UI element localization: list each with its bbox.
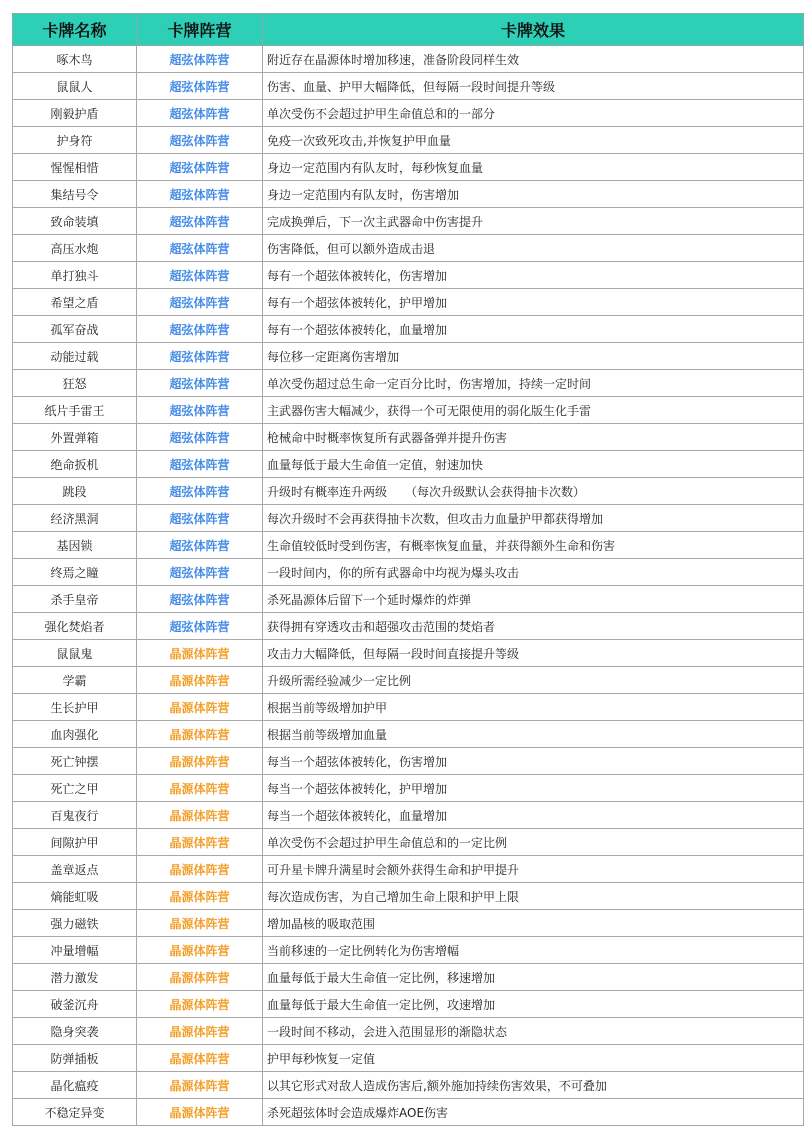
table-row <box>13 883 804 910</box>
card-name-cell: 绝命扳机 <box>13 451 137 478</box>
table-row <box>13 208 804 235</box>
card-name-cell: 终焉之瞳 <box>13 559 137 586</box>
card-effect-cell: 升级所需经验减少一定比例 <box>263 667 804 694</box>
card-effect-cell: 单次受伤不会超过护甲生命值总和的一定比例 <box>263 829 804 856</box>
table-row <box>13 46 804 73</box>
card-name-cell: 盖章返点 <box>13 856 137 883</box>
table-row <box>13 154 804 181</box>
card-effect-cell: 增加晶核的吸取范围 <box>263 910 804 937</box>
card-effect-cell: 主武器伤害大幅减少，获得一个可无限使用的弱化版生化手雷 <box>263 397 804 424</box>
table-header-row <box>13 14 804 46</box>
card-name-cell: 间隙护甲 <box>13 829 137 856</box>
card-effect-cell: 血量每低于最大生命值一定比例，移速增加 <box>263 964 804 991</box>
table-row <box>13 451 804 478</box>
card-camp-cell: 晶源体阵营 <box>137 1099 263 1126</box>
table-row <box>13 262 804 289</box>
card-camp-cell: 晶源体阵营 <box>137 775 263 802</box>
card-camp-cell: 晶源体阵营 <box>137 856 263 883</box>
card-table-container <box>12 13 804 1126</box>
card-effect-cell: 每次升级时不会再获得抽卡次数，但攻击力血量护甲都获得增加 <box>263 505 804 532</box>
card-table <box>12 13 804 1126</box>
card-camp-cell: 超弦体阵营 <box>137 343 263 370</box>
card-camp-cell: 晶源体阵营 <box>137 694 263 721</box>
card-camp-cell: 晶源体阵营 <box>137 1072 263 1099</box>
table-row <box>13 1099 804 1126</box>
card-name-cell: 惺惺相惜 <box>13 154 137 181</box>
card-name-cell: 单打独斗 <box>13 262 137 289</box>
table-row <box>13 370 804 397</box>
card-name-cell: 鼠鼠鬼 <box>13 640 137 667</box>
table-row <box>13 586 804 613</box>
card-name-cell: 外置弹箱 <box>13 424 137 451</box>
card-name-cell: 熵能虹吸 <box>13 883 137 910</box>
table-row <box>13 964 804 991</box>
card-camp-cell: 超弦体阵营 <box>137 100 263 127</box>
card-effect-cell: 枪械命中时概率恢复所有武器备弹并提升伤害 <box>263 424 804 451</box>
card-camp-cell: 超弦体阵营 <box>137 505 263 532</box>
card-name-cell: 跳段 <box>13 478 137 505</box>
table-row <box>13 343 804 370</box>
card-effect-cell: 生命值较低时受到伤害，有概率恢复血量，并获得额外生命和伤害 <box>263 532 804 559</box>
card-effect-cell: 每有一个超弦体被转化，护甲增加 <box>263 289 804 316</box>
card-camp-cell: 超弦体阵营 <box>137 559 263 586</box>
table-row <box>13 559 804 586</box>
card-name-cell: 啄木鸟 <box>13 46 137 73</box>
table-row <box>13 748 804 775</box>
table-row <box>13 289 804 316</box>
card-name-cell: 冲量增幅 <box>13 937 137 964</box>
card-name-cell: 隐身突袭 <box>13 1018 137 1045</box>
card-effect-cell: 攻击力大幅降低，但每隔一段时间直接提升等级 <box>263 640 804 667</box>
card-camp-cell: 晶源体阵营 <box>137 721 263 748</box>
table-row <box>13 775 804 802</box>
table-row <box>13 505 804 532</box>
card-name-cell: 生长护甲 <box>13 694 137 721</box>
card-name-cell: 希望之盾 <box>13 289 137 316</box>
card-camp-cell: 晶源体阵营 <box>137 748 263 775</box>
card-camp-cell: 晶源体阵营 <box>137 829 263 856</box>
table-row <box>13 1018 804 1045</box>
card-effect-cell: 完成换弹后，下一次主武器命中伤害提升 <box>263 208 804 235</box>
card-camp-cell: 超弦体阵营 <box>137 46 263 73</box>
card-camp-cell: 超弦体阵营 <box>137 289 263 316</box>
card-effect-cell: 伤害降低，但可以额外造成击退 <box>263 235 804 262</box>
table-row <box>13 316 804 343</box>
table-row <box>13 721 804 748</box>
card-effect-cell: 护甲每秒恢复一定值 <box>263 1045 804 1072</box>
card-effect-cell: 每当一个超弦体被转化，护甲增加 <box>263 775 804 802</box>
table-row <box>13 991 804 1018</box>
card-camp-cell: 超弦体阵营 <box>137 235 263 262</box>
card-camp-cell: 超弦体阵营 <box>137 262 263 289</box>
card-camp-cell: 晶源体阵营 <box>137 991 263 1018</box>
card-effect-cell: 伤害、血量、护甲大幅降低，但每隔一段时间提升等级 <box>263 73 804 100</box>
card-name-cell: 血肉强化 <box>13 721 137 748</box>
card-effect-cell: 每当一个超弦体被转化，血量增加 <box>263 802 804 829</box>
card-name-cell: 动能过载 <box>13 343 137 370</box>
table-row <box>13 1045 804 1072</box>
card-effect-cell: 一段时间内，你的所有武器命中均视为爆头攻击 <box>263 559 804 586</box>
card-camp-cell: 晶源体阵营 <box>137 910 263 937</box>
table-row <box>13 667 804 694</box>
card-camp-cell: 超弦体阵营 <box>137 208 263 235</box>
table-row <box>13 181 804 208</box>
card-name-cell: 致命装填 <box>13 208 137 235</box>
card-name-cell: 经济黑洞 <box>13 505 137 532</box>
table-row <box>13 1072 804 1099</box>
card-camp-cell: 晶源体阵营 <box>137 937 263 964</box>
card-name-cell: 纸片手雷王 <box>13 397 137 424</box>
card-name-cell: 死亡钟摆 <box>13 748 137 775</box>
card-effect-cell: 杀死晶源体后留下一个延时爆炸的炸弹 <box>263 586 804 613</box>
card-camp-cell: 超弦体阵营 <box>137 154 263 181</box>
table-row <box>13 235 804 262</box>
card-name-cell: 防弹插板 <box>13 1045 137 1072</box>
table-row <box>13 127 804 154</box>
card-camp-cell: 超弦体阵营 <box>137 316 263 343</box>
card-camp-cell: 晶源体阵营 <box>137 1045 263 1072</box>
card-effect-cell: 附近存在晶源体时增加移速，准备阶段同样生效 <box>263 46 804 73</box>
card-effect-cell: 每次造成伤害，为自己增加生命上限和护甲上限 <box>263 883 804 910</box>
table-row <box>13 73 804 100</box>
table-row <box>13 694 804 721</box>
table-row <box>13 100 804 127</box>
card-name-cell: 狂怒 <box>13 370 137 397</box>
card-name-cell: 护身符 <box>13 127 137 154</box>
table-row <box>13 802 804 829</box>
header-card-name: 卡牌名称 <box>13 14 137 46</box>
card-name-cell: 杀手皇帝 <box>13 586 137 613</box>
card-camp-cell: 晶源体阵营 <box>137 1018 263 1045</box>
card-camp-cell: 超弦体阵营 <box>137 478 263 505</box>
card-name-cell: 学霸 <box>13 667 137 694</box>
card-effect-cell: 以其它形式对敌人造成伤害后,额外施加持续伤害效果，不可叠加 <box>263 1072 804 1099</box>
card-name-cell: 百鬼夜行 <box>13 802 137 829</box>
card-effect-cell: 根据当前等级增加血量 <box>263 721 804 748</box>
table-row <box>13 910 804 937</box>
table-row <box>13 613 804 640</box>
card-camp-cell: 超弦体阵营 <box>137 181 263 208</box>
card-camp-cell: 晶源体阵营 <box>137 667 263 694</box>
card-effect-cell: 每有一个超弦体被转化，血量增加 <box>263 316 804 343</box>
card-name-cell: 鼠鼠人 <box>13 73 137 100</box>
card-effect-cell: 升级时有概率连升两级 （每次升级默认会获得抽卡次数） <box>263 478 804 505</box>
card-name-cell: 强力磁铁 <box>13 910 137 937</box>
card-effect-cell: 每位移一定距离伤害增加 <box>263 343 804 370</box>
card-camp-cell: 超弦体阵营 <box>137 451 263 478</box>
card-name-cell: 晶化瘟疫 <box>13 1072 137 1099</box>
table-row <box>13 640 804 667</box>
card-camp-cell: 晶源体阵营 <box>137 640 263 667</box>
card-camp-cell: 超弦体阵营 <box>137 127 263 154</box>
card-effect-cell: 身边一定范围内有队友时，每秒恢复血量 <box>263 154 804 181</box>
card-effect-cell: 每有一个超弦体被转化，伤害增加 <box>263 262 804 289</box>
card-effect-cell: 血量每低于最大生命值一定比例，攻速增加 <box>263 991 804 1018</box>
card-camp-cell: 超弦体阵营 <box>137 586 263 613</box>
card-effect-cell: 一段时间不移动，会进入范围显形的渐隐状态 <box>263 1018 804 1045</box>
table-row <box>13 532 804 559</box>
card-name-cell: 死亡之甲 <box>13 775 137 802</box>
card-effect-cell: 血量每低于最大生命值一定值，射速加快 <box>263 451 804 478</box>
card-effect-cell: 免疫一次致死攻击,并恢复护甲血量 <box>263 127 804 154</box>
table-row <box>13 397 804 424</box>
card-camp-cell: 晶源体阵营 <box>137 883 263 910</box>
card-effect-cell: 获得拥有穿透攻击和超强攻击范围的焚焰者 <box>263 613 804 640</box>
card-effect-cell: 杀死超弦体时会造成爆炸AOE伤害 <box>263 1099 804 1126</box>
table-row <box>13 424 804 451</box>
card-camp-cell: 超弦体阵营 <box>137 370 263 397</box>
table-row <box>13 829 804 856</box>
card-effect-cell: 身边一定范围内有队友时，伤害增加 <box>263 181 804 208</box>
card-camp-cell: 晶源体阵营 <box>137 964 263 991</box>
table-body <box>13 46 804 1126</box>
card-effect-cell: 当前移速的一定比例转化为伤害增幅 <box>263 937 804 964</box>
card-name-cell: 集结号令 <box>13 181 137 208</box>
header-card-camp: 卡牌阵营 <box>137 14 263 46</box>
card-name-cell: 刚毅护盾 <box>13 100 137 127</box>
card-camp-cell: 晶源体阵营 <box>137 802 263 829</box>
card-camp-cell: 超弦体阵营 <box>137 397 263 424</box>
table-row <box>13 478 804 505</box>
table-row <box>13 937 804 964</box>
card-camp-cell: 超弦体阵营 <box>137 532 263 559</box>
card-effect-cell: 单次受伤不会超过护甲生命值总和的一部分 <box>263 100 804 127</box>
header-card-effect: 卡牌效果 <box>263 14 804 46</box>
card-name-cell: 基因锁 <box>13 532 137 559</box>
card-camp-cell: 超弦体阵营 <box>137 424 263 451</box>
table-row <box>13 856 804 883</box>
card-effect-cell: 单次受伤超过总生命一定百分比时，伤害增加，持续一定时间 <box>263 370 804 397</box>
card-name-cell: 强化焚焰者 <box>13 613 137 640</box>
card-name-cell: 高压水炮 <box>13 235 137 262</box>
card-name-cell: 不稳定异变 <box>13 1099 137 1126</box>
card-effect-cell: 可升星卡牌升满星时会额外获得生命和护甲提升 <box>263 856 804 883</box>
card-effect-cell: 每当一个超弦体被转化，伤害增加 <box>263 748 804 775</box>
card-name-cell: 孤军奋战 <box>13 316 137 343</box>
card-name-cell: 破釜沉舟 <box>13 991 137 1018</box>
card-name-cell: 潜力激发 <box>13 964 137 991</box>
card-effect-cell: 根据当前等级增加护甲 <box>263 694 804 721</box>
card-camp-cell: 超弦体阵营 <box>137 613 263 640</box>
card-camp-cell: 超弦体阵营 <box>137 73 263 100</box>
